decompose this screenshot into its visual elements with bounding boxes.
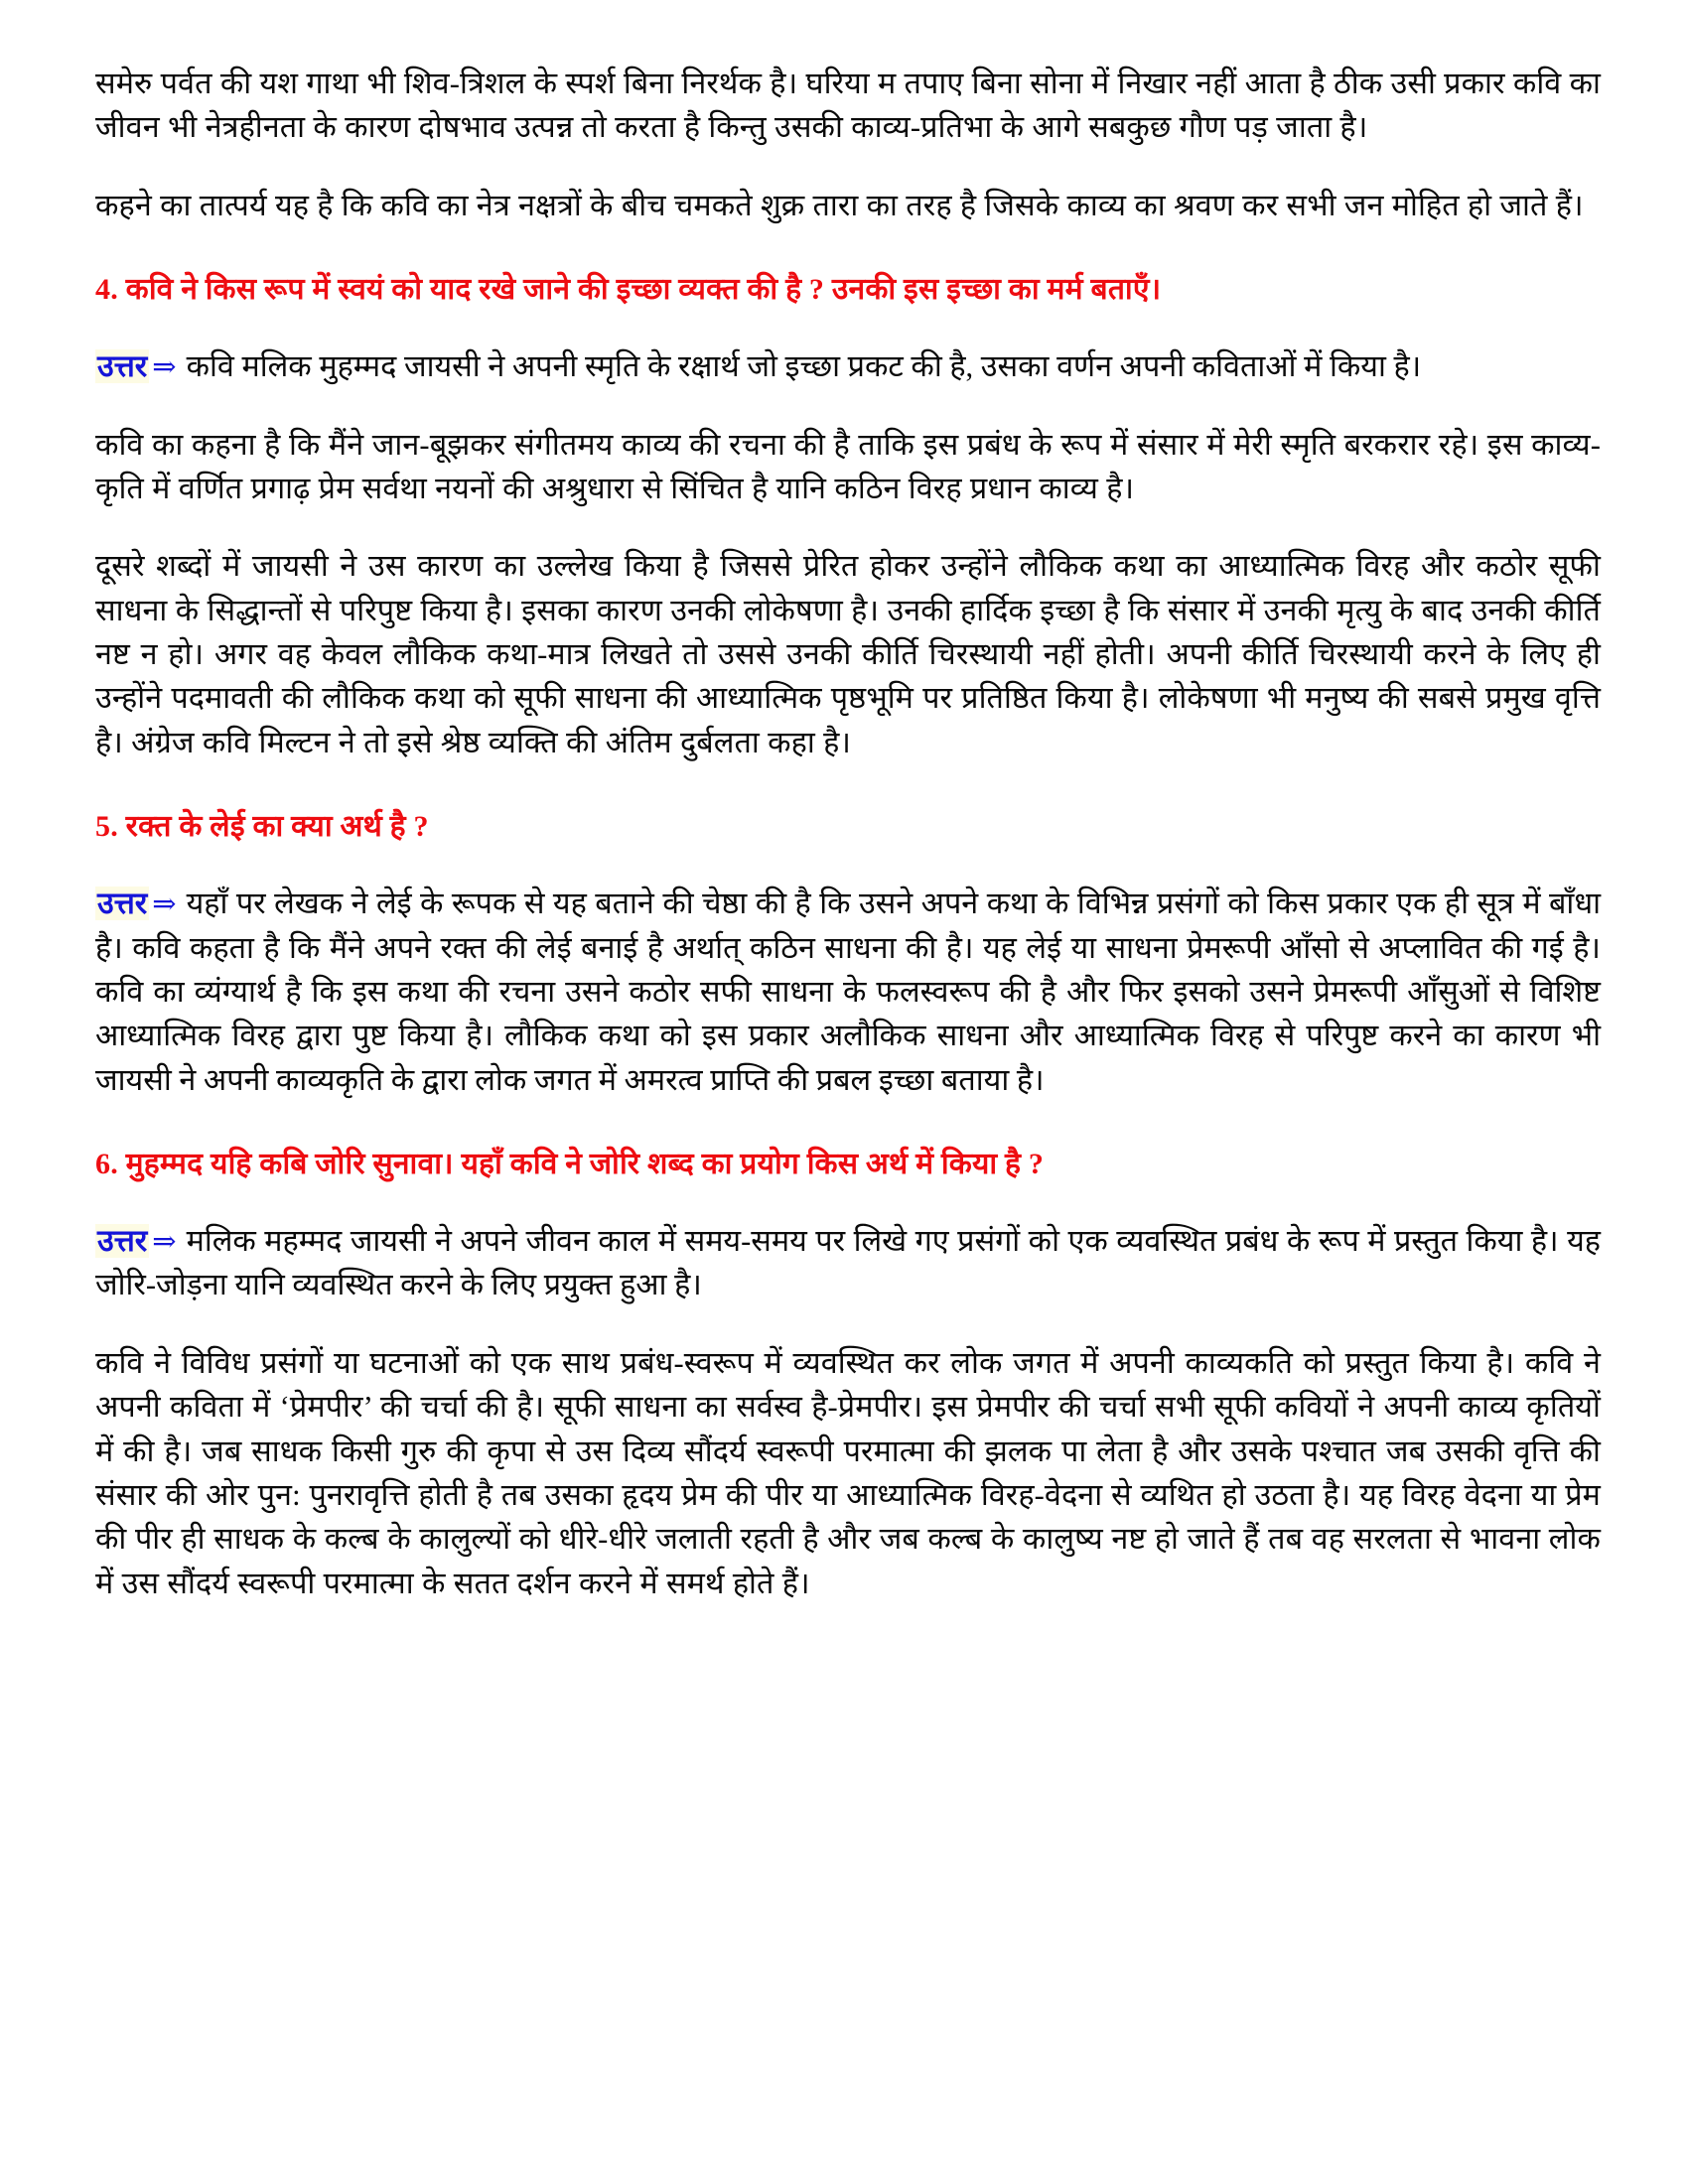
document-content — [95, 62, 1601, 1605]
answer-arrow-icon: ⇒ — [152, 888, 177, 921]
intro-paragraph-1: समेरु पर्वत की यश गाथा भी शिव-त्रिशल के स्पर्श बिना निरर्थक है। घरिया म तपाए बिना सोना में निखार नहीं आता है ठीक उसी प्रकार कवि का जीवन भी नेत्रहीनता के कारण दोषभाव उत्पन्न तो करता है किन्तु उसकी काव्य-प्रतिभा के आगे सबकुछ गौण पड़ जाता है। — [95, 67, 1601, 145]
answer-arrow-icon: ⇒ — [152, 1226, 177, 1258]
answer-text: कवि मलिक मुहम्मद जायसी ने अपनी स्मृति के रक्षार्थ जो इच्छा प्रकट की है, उसका वर्णन अपनी कविताओं में किया है। — [186, 349, 1422, 384]
answer-paragraph-6-body-1: कवि ने विविध प्रसंगों या घटनाओं को एक साथ प्रबंध-स्वरूप में व्यवस्थित कर लोक जगत में अपनी काव्यकति को प्रस्तुत किया है। कवि ने अपनी कविता में ‘प्रेमपीर’ की चर्चा की है। सूफी साधना का सर्वस्व है-प्रेमपीर। इस प्रेमपीर की चर्चा सभी सूफी कवियों ने अपनी काव्य कृतियों में की है। जब साधक किसी गुरु की कृपा से उस दिव्य सौंदर्य स्वरूपी परमात्मा की झलक पा लेता है और उसके पश्चात जब उसकी वृत्ति की संसार की ओर पुन: पुनरावृत्ति होती है तब उसका हृदय प्रेम की पीर या आध्यात्मिक विरह-वेदना से व्यथित हो उठता है। यह विरह वेदना या प्रेम की पीर ही साधक के कल्ब के कालुल्यों को धीरे-धीरे जलाती रहती है और जब कल्ब के कालुष्य नष्ट हो जाते हैं तब वह सरलता से भावना लोक में उस सौंदर्य स्वरूपी परमात्मा के सतत दर्शन करने में समर्थ होते हैं। — [95, 1345, 1601, 1600]
answer-paragraph-4-first — [95, 344, 1601, 388]
intro-paragraph-2: कहने का तात्पर्य यह है कि कवि का नेत्र नक्षत्रों के बीच चमकते शुक्र तारा का तरह है जिसके काव्य का श्रवण कर सभी जन मोहित हो जाते हैं। — [95, 188, 1584, 222]
answer-text: मलिक महम्मद जायसी ने अपने जीवन काल में समय-समय पर लिखे गए प्रसंगों को एक व्यवस्थित प्रबंध के रूप में प्रस्तुत किया है। यह जोरि-जोड़ना यानि व्यवस्थित करने के लिए प्रयुक्त हुआ है। — [95, 1224, 1601, 1302]
question-heading-4: 4. कवि ने किस रूप में स्वयं को याद रखे जाने की इच्छा व्यक्त की है ? उनकी इस इच्छा का मर्म बताएँ। — [95, 273, 1162, 307]
answer-paragraph-4-body-1: कवि का कहना है कि मैंने जान-बूझकर संगीतमय काव्य की रचना की है ताकि इस प्रबंध के रूप में संसार में मेरी स्मृति बरकरार रहे। इस काव्य-कृति में वर्णित प्रगाढ़ प्रेम सर्वथा नयनों की अश्रुधारा से सिंचित है यानि कठिन विरह प्रधान काव्य है। — [95, 427, 1601, 505]
answer-label: उत्तर — [97, 349, 148, 384]
answer-paragraph-6-first — [95, 1219, 1601, 1307]
question-heading-5: 5. रक्त के लेई का क्या अर्थ है ? — [95, 810, 429, 844]
question-heading-6: 6. मुहम्मद यहि कबि जोरि सुनावा। यहाँ कवि ने जोरि शब्द का प्रयोग किस अर्थ में किया है ? — [95, 1148, 1045, 1180]
answer-paragraph-5-first — [95, 882, 1601, 1102]
answer-arrow-icon: ⇒ — [152, 351, 177, 384]
answer-label: उत्तर — [97, 887, 148, 921]
answer-text: यहाँ पर लेखक ने लेई के रूपक से यह बताने की चेष्ठा की है कि उसने अपने कथा के विभिन्न प्रसंगों को किस प्रकार एक ही सूत्र में बाँधा है। कवि कहता है कि मैंने अपने रक्त की लेई बनाई है अर्थात् कठिन साधना की है। यह लेई या साधना प्रेमरूपी आँसो से अप्लावित की गई है। कवि का व्यंग्यार्थ है कि इस कथा की रचना उसने कठोर सफी साधना के फलस्वरूप की है और फिर इसको उसने प्रेमरूपी आँसुओं से विशिष्ट आध्यात्मिक विरह द्वारा पुष्ट किया है। लौकिक कथा को इस प्रकार अलौकिक साधना और आध्यात्मिक विरह से परिपुष्ट करने का कारण भी जायसी ने अपनी काव्यकृति के द्वारा लोक जगत में अमरत्व प्राप्ति की प्रबल इच्छा बताया है। — [95, 887, 1601, 1097]
answer-label: उत्तर — [97, 1224, 148, 1258]
answer-paragraph-4-body-2: दूसरे शब्दों में जायसी ने उस कारण का उल्लेख किया है जिससे प्रेरित होकर उन्होंने लौकिक कथा का आध्यात्मिक विरह और कठोर सूफी साधना के सिद्धान्तों से परिपुष्ट किया है। इसका कारण उनकी लोकेषणा है। उनकी हार्दिक इच्छा है कि संसार में उनकी मृत्यु के बाद उनकी कीर्ति नष्ट न हो। अगर वह केवल लौकिक कथा-मात्र लिखते तो उससे उनकी कीर्ति चिरस्थायी नहीं होती। अपनी कीर्ति चिरस्थायी करने के लिए ही उन्होंने पदमावती की लौकिक कथा को सूफी साधना की आध्यात्मिक पृष्ठभूमि पर प्रतिष्ठित किया है। लोकेषणा भी मनुष्य की सबसे प्रमुख वृत्ति है। अंग्रेज कवि मिल्टन ने तो इसे श्रेष्ठ व्यक्ति की अंतिम दुर्बलता कहा है। — [95, 549, 1601, 759]
